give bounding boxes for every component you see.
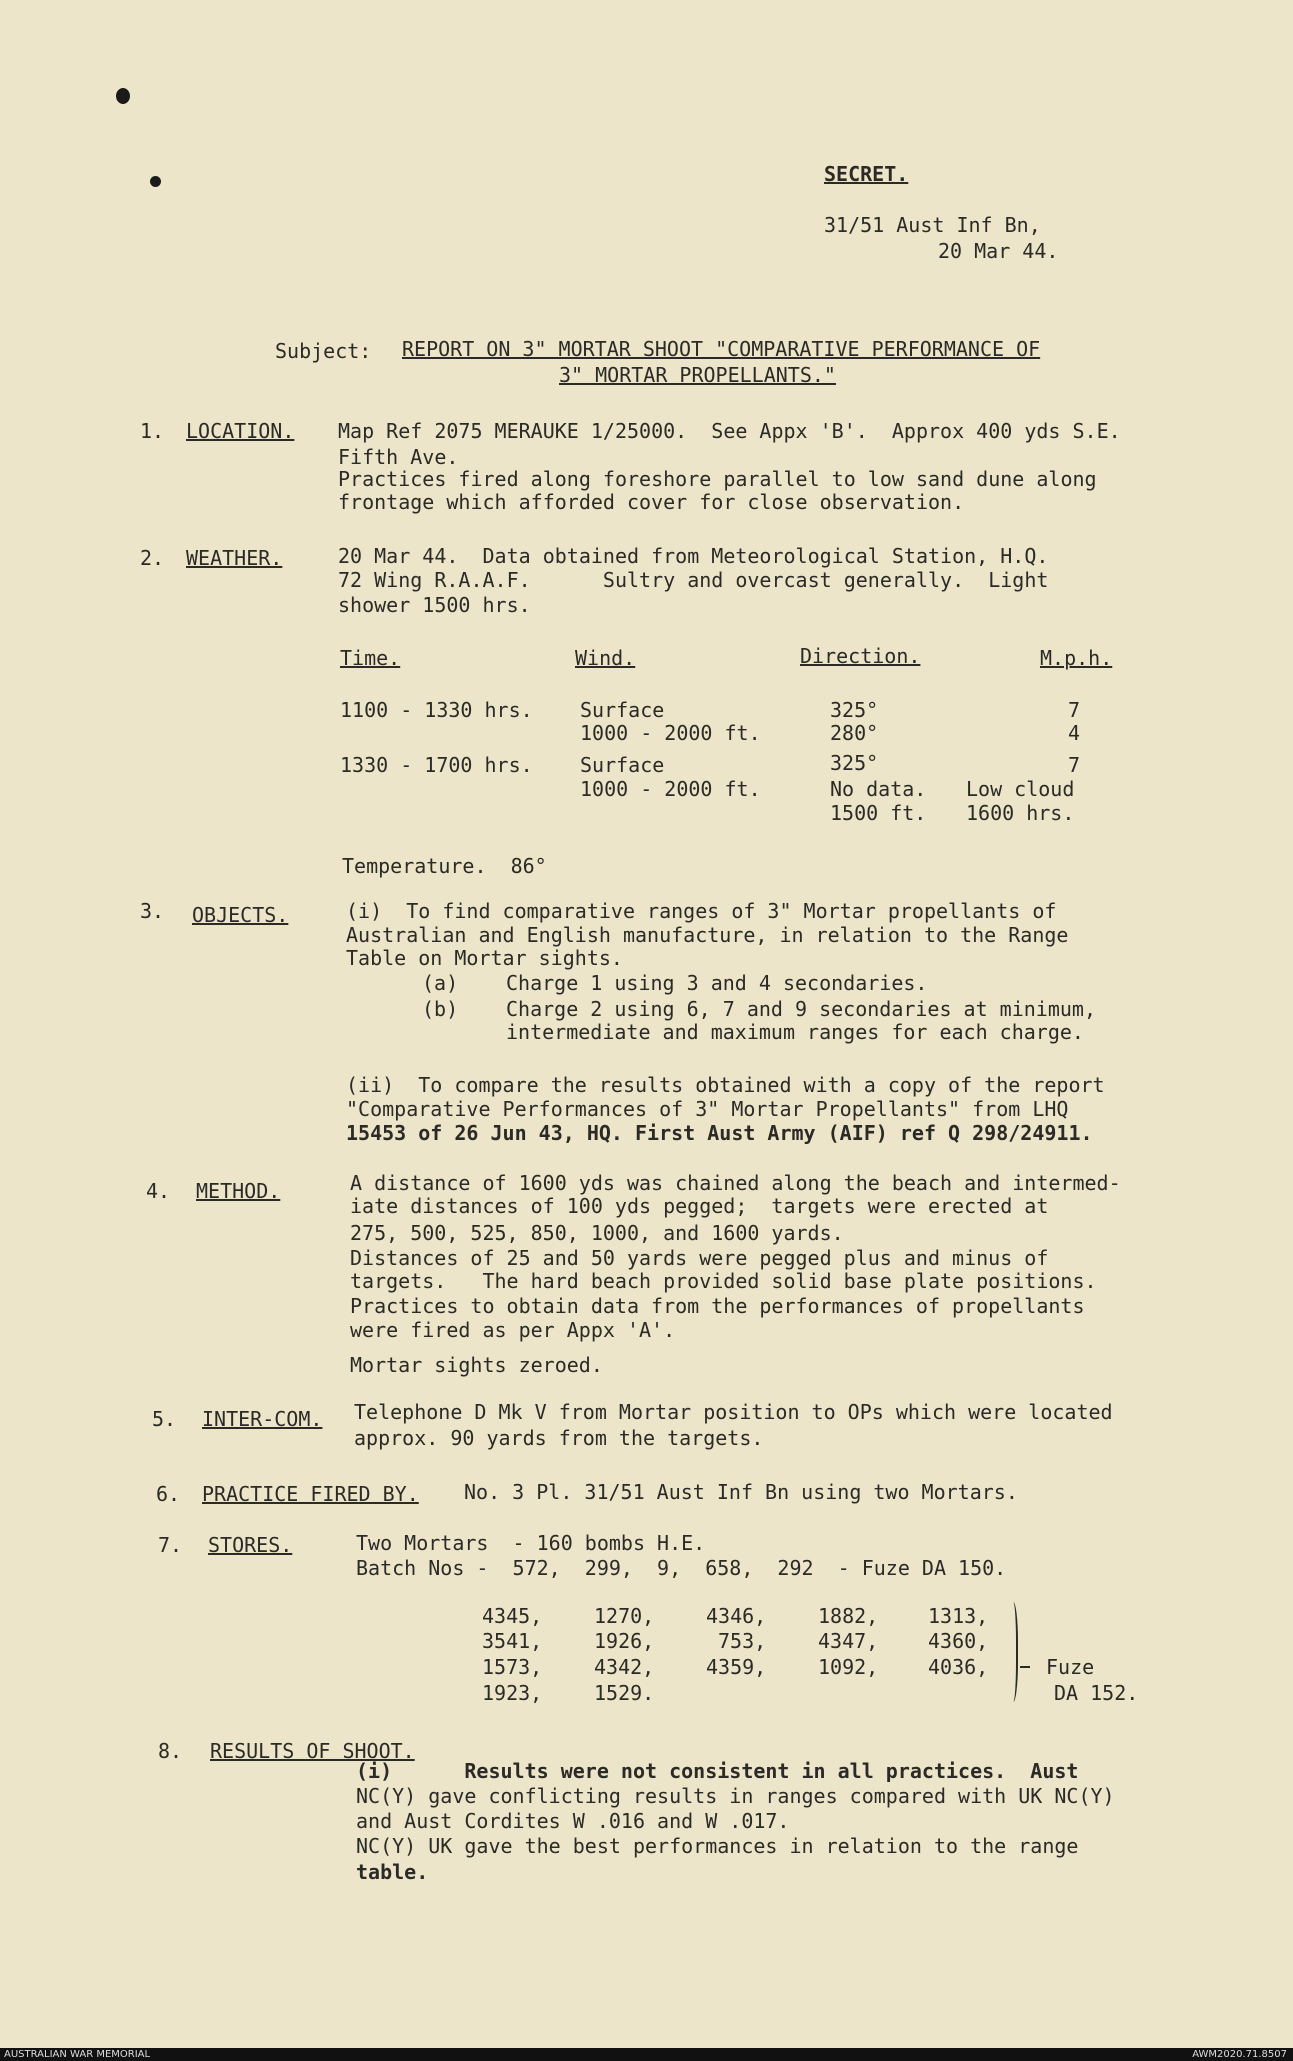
- section-4-heading: METHOD.: [196, 1179, 281, 1203]
- section-8-line: (i) Results were not consistent in all practices. Aust: [356, 1759, 1079, 1783]
- weather-cell: 1100 - 1330 hrs.: [340, 698, 533, 722]
- section-4-line: A distance of 1600 yds was chained along the beach and intermed-: [350, 1171, 1121, 1195]
- weather-header-direction: Direction.: [800, 644, 921, 668]
- subject-line-1: REPORT ON 3" MORTAR SHOOT "COMPARATIVE PERFORMANCE OF: [402, 337, 1041, 361]
- weather-cell: Surface: [580, 698, 665, 722]
- section-3-line: Table on Mortar sights.: [346, 946, 623, 970]
- weather-header-mph: M.p.h.: [1040, 646, 1113, 670]
- section-8-line: NC(Y) UK gave the best performances in relation to the range: [356, 1834, 1079, 1858]
- weather-cell: 1000 - 2000 ft.: [580, 721, 761, 745]
- batch-number: 1926,: [594, 1629, 655, 1653]
- section-5-number: 5.: [152, 1407, 177, 1431]
- section-1-line: Fifth Ave.: [338, 445, 459, 469]
- batch-number: 4036,: [928, 1655, 989, 1679]
- section-6-number: 6.: [156, 1482, 181, 1506]
- batch-number: 753,: [718, 1629, 767, 1653]
- section-7-line: Two Mortars - 160 bombs H.E.: [356, 1531, 706, 1555]
- section-4-number: 4.: [146, 1179, 171, 1203]
- batch-number: 4347,: [818, 1629, 879, 1653]
- punch-hole-top: [116, 88, 130, 104]
- weather-cell: 4: [1068, 721, 1081, 745]
- section-3-line: 15453 of 26 Jun 43, HQ. First Aust Army (AIF) ref Q 298/24911.: [346, 1121, 1093, 1145]
- section-6-text: No. 3 Pl. 31/51 Aust Inf Bn using two Mortars.: [464, 1480, 1018, 1504]
- batch-number: 4359,: [706, 1655, 767, 1679]
- section-2-line: 20 Mar 44. Data obtained from Meteorological Station, H.Q.: [338, 544, 1049, 568]
- section-3-number: 3.: [140, 899, 165, 923]
- weather-cell: Low cloud: [966, 777, 1075, 801]
- section-2-line: 72 Wing R.A.A.F. Sultry and overcast generally. Light: [338, 568, 1049, 592]
- batch-number: 3541,: [482, 1629, 543, 1653]
- weather-cell: 280°: [830, 721, 879, 745]
- footer-accession-number: AWM2020.71.8507: [1192, 2049, 1287, 2060]
- unit-name: 31/51 Aust Inf Bn,: [824, 213, 1041, 237]
- section-1-heading: LOCATION.: [186, 419, 295, 443]
- section-6-heading: PRACTICE FIRED BY.: [202, 1482, 419, 1506]
- section-7-number: 7.: [158, 1533, 183, 1557]
- section-3-line: (ii) To compare the results obtained with a copy of the report: [346, 1073, 1105, 1097]
- section-3-heading: OBJECTS.: [192, 903, 289, 927]
- section-1-line: Map Ref 2075 MERAUKE 1/25000. See Appx 'B'. Approx 400 yds S.E.: [338, 419, 1121, 443]
- fuze-value: DA 152.: [1054, 1681, 1139, 1705]
- section-5-line: approx. 90 yards from the targets.: [354, 1426, 764, 1450]
- weather-cell: 325°: [830, 698, 879, 722]
- weather-cell: 1000 - 2000 ft.: [580, 777, 761, 801]
- weather-cell: 325°: [830, 751, 879, 775]
- section-3-line: Australian and English manufacture, in relation to the Range: [346, 923, 1069, 947]
- weather-header-wind: Wind.: [575, 646, 636, 670]
- section-1-number: 1.: [140, 419, 165, 443]
- section-4-line: were fired as per Appx 'A'.: [350, 1318, 676, 1342]
- section-3-line: (i) To find comparative ranges of 3" Mortar propellants of: [346, 899, 1057, 923]
- section-2-number: 2.: [140, 546, 165, 570]
- section-3-line: "Comparative Performances of 3" Mortar Propellants" from LHQ: [346, 1097, 1069, 1121]
- section-4-line: targets. The hard beach provided solid base plate positions.: [350, 1269, 1097, 1293]
- weather-cell: 1600 hrs.: [966, 801, 1075, 825]
- temperature: Temperature. 86°: [342, 854, 547, 878]
- batch-number: 1313,: [928, 1604, 989, 1628]
- batch-number: 1882,: [818, 1604, 879, 1628]
- section-1-line: Practices fired along foreshore parallel to low sand dune along: [338, 467, 1097, 491]
- section-4-line: Distances of 25 and 50 yards were pegged plus and minus of: [350, 1246, 1049, 1270]
- objects-subitem-label: (a): [422, 971, 459, 995]
- batch-number: 4342,: [594, 1655, 655, 1679]
- section-8-line: table.: [356, 1860, 429, 1884]
- objects-subitem-label: (b): [422, 997, 459, 1021]
- weather-cell: Surface: [580, 753, 665, 777]
- objects-subitem-text: intermediate and maximum ranges for each charge.: [506, 1020, 1084, 1044]
- punch-hole-bottom: [150, 176, 161, 187]
- section-4-line: 275, 500, 525, 850, 1000, and 1600 yards.: [350, 1221, 844, 1245]
- weather-cell: 1330 - 1700 hrs.: [340, 753, 533, 777]
- batch-number: 1923,: [482, 1681, 543, 1705]
- section-4-line: iate distances of 100 yds pegged; targets were erected at: [350, 1194, 1049, 1218]
- brace-mark: [1006, 1602, 1018, 1702]
- section-4-line: Mortar sights zeroed.: [350, 1353, 603, 1377]
- weather-cell: 7: [1068, 698, 1081, 722]
- section-8-heading: RESULTS OF SHOOT.: [210, 1739, 415, 1763]
- batch-number: 1092,: [818, 1655, 879, 1679]
- section-4-line: Practices to obtain data from the performances of propellants: [350, 1294, 1085, 1318]
- subject-label: Subject:: [275, 339, 372, 363]
- weather-cell: 7: [1068, 753, 1081, 777]
- section-8-number: 8.: [158, 1739, 183, 1763]
- classification-marking: SECRET.: [824, 162, 909, 186]
- footer-institution: AUSTRALIAN WAR MEMORIAL: [4, 2049, 151, 2060]
- batch-number: 4345,: [482, 1604, 543, 1628]
- objects-subitem-text: Charge 1 using 3 and 4 secondaries.: [506, 971, 928, 995]
- section-8-line: NC(Y) gave conflicting results in ranges compared with UK NC(Y): [356, 1784, 1115, 1808]
- subject-line-2: 3" MORTAR PROPELLANTS.": [559, 363, 836, 387]
- section-1-line: frontage which afforded cover for close observation.: [338, 490, 965, 514]
- brace-dash: [1020, 1666, 1030, 1668]
- batch-number: 4360,: [928, 1629, 989, 1653]
- report-date: 20 Mar 44.: [938, 239, 1059, 263]
- batch-number: 4346,: [706, 1604, 767, 1628]
- section-5-line: Telephone D Mk V from Mortar position to OPs which were located: [354, 1400, 1113, 1424]
- weather-cell: 1500 ft.: [830, 801, 927, 825]
- section-5-heading: INTER-COM.: [202, 1407, 323, 1431]
- objects-subitem-text: Charge 2 using 6, 7 and 9 secondaries at minimum,: [506, 997, 1097, 1021]
- weather-header-time: Time.: [340, 646, 401, 670]
- section-7-line: Batch Nos - 572, 299, 9, 658, 292 - Fuze DA 150.: [356, 1556, 1007, 1580]
- batch-number: 1573,: [482, 1655, 543, 1679]
- batch-number: 1529.: [594, 1681, 655, 1705]
- batch-number: 1270,: [594, 1604, 655, 1628]
- fuze-label: Fuze: [1046, 1655, 1095, 1679]
- section-2-heading: WEATHER.: [186, 546, 283, 570]
- section-2-line: shower 1500 hrs.: [338, 593, 531, 617]
- section-7-heading: STORES.: [208, 1533, 293, 1557]
- section-8-line: and Aust Cordites W .016 and W .017.: [356, 1809, 790, 1833]
- archive-footer: [0, 2048, 1293, 2061]
- weather-cell: No data.: [830, 777, 927, 801]
